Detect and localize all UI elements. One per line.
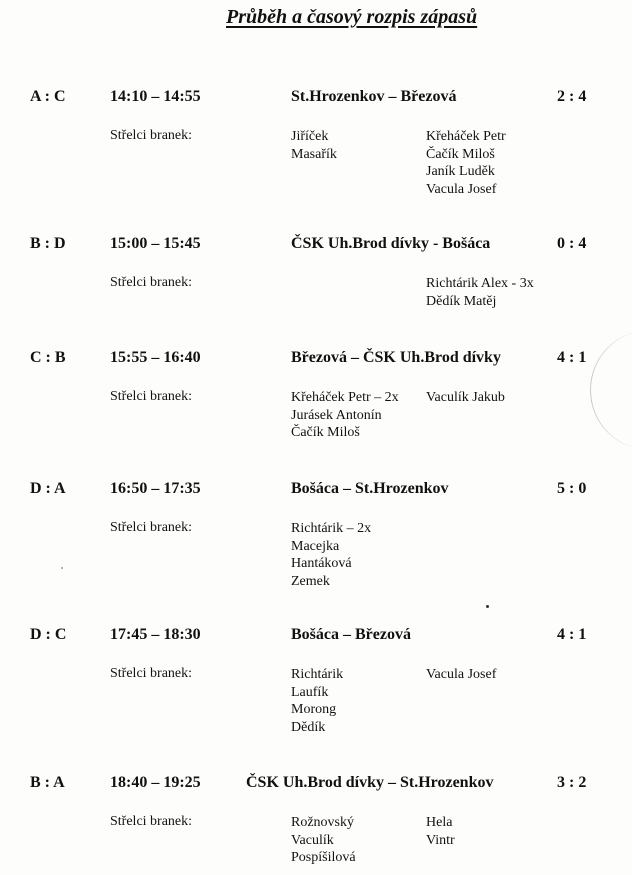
scorer: Dědík Matěj xyxy=(426,293,497,309)
scorer: Vacula Josef xyxy=(426,181,497,197)
match-score: 3 : 2 xyxy=(557,774,587,791)
scorers-home xyxy=(291,814,356,867)
match-pairing: C : B xyxy=(30,349,66,366)
scorer: Zemek xyxy=(291,573,330,589)
match-pairing: A : C xyxy=(30,88,66,105)
scorers-home xyxy=(291,666,343,736)
match-teams: Bošáca – Březová xyxy=(291,626,411,643)
scorer: Richtárik – 2x xyxy=(291,521,372,536)
scorer: Jiříček xyxy=(291,129,329,144)
scorer: Křeháček Petr – 2x xyxy=(291,390,399,405)
scorers-home xyxy=(291,520,371,590)
scan-artifact-curve xyxy=(590,330,632,450)
scorers-home xyxy=(291,389,399,442)
match-pairing: D : C xyxy=(30,626,67,643)
scorer: Janík Luděk xyxy=(426,164,495,179)
match-score: 5 : 0 xyxy=(557,480,587,497)
match-time: 17:45 – 18:30 xyxy=(110,626,201,643)
scorer: Richtárik xyxy=(291,667,344,682)
page-title: Průběh a časový rozpis zápasů xyxy=(226,6,478,28)
scorer: Dědík xyxy=(291,719,326,735)
scorer: Richtárik Alex - 3x xyxy=(426,276,534,291)
scorers-label: Střelci branek: xyxy=(110,275,193,290)
match-time: 18:40 – 19:25 xyxy=(110,774,201,791)
scorer: Morong xyxy=(291,702,337,717)
scorer: Křeháček Petr xyxy=(426,129,506,144)
scorers-label: Střelci branek: xyxy=(110,128,193,143)
scorers-away xyxy=(426,814,455,849)
scorers-away xyxy=(426,389,505,407)
scorer: Masařík xyxy=(291,146,337,162)
match-teams: ČSK Uh.Brod dívky - Bošáca xyxy=(291,235,491,252)
scorers-home xyxy=(291,128,337,163)
scorer: Vintr xyxy=(426,832,455,848)
scan-speck xyxy=(61,567,63,569)
match-pairing: D : A xyxy=(30,480,66,497)
match-score: 4 : 1 xyxy=(557,626,587,643)
scorers-label: Střelci branek: xyxy=(110,666,193,681)
match-score: 4 : 1 xyxy=(557,349,587,366)
scorer: Hantáková xyxy=(291,556,352,571)
match-pairing: B : D xyxy=(30,235,66,252)
scorer: Vaculík xyxy=(291,832,334,848)
scan-speck xyxy=(486,605,489,608)
scorer: Čačík Miloš xyxy=(291,425,360,440)
match-teams: Březová – ČSK Uh.Brod dívky xyxy=(291,349,501,366)
match-score: 0 : 4 xyxy=(557,235,587,252)
scorer: Vacula Josef xyxy=(426,667,497,682)
scorer: Pospíšilová xyxy=(291,850,356,865)
match-teams: St.Hrozenkov – Březová xyxy=(291,88,457,105)
scorer: Hela xyxy=(426,815,453,830)
scorer: Jurásek Antonín xyxy=(291,407,382,423)
scorers-label: Střelci branek: xyxy=(110,814,193,829)
scorers-label: Střelci branek: xyxy=(110,389,193,404)
scorer: Rožnovský xyxy=(291,815,354,830)
scorers-label: Střelci branek: xyxy=(110,520,193,535)
scorer: Laufík xyxy=(291,684,329,700)
match-time: 14:10 – 14:55 xyxy=(110,88,201,105)
match-time: 16:50 – 17:35 xyxy=(110,480,201,497)
scorer: Vaculík Jakub xyxy=(426,390,505,405)
match-time: 15:55 – 16:40 xyxy=(110,349,201,366)
scorers-away xyxy=(426,128,506,198)
scorers-away xyxy=(426,666,496,684)
match-score: 2 : 4 xyxy=(557,88,587,105)
scorer: Macejka xyxy=(291,538,340,554)
match-time: 15:00 – 15:45 xyxy=(110,235,201,252)
match-teams: ČSK Uh.Brod dívky – St.Hrozenkov xyxy=(246,774,494,791)
scorers-away xyxy=(426,275,534,310)
scorer: Čačík Miloš xyxy=(426,146,495,162)
match-pairing: B : A xyxy=(30,774,65,791)
match-teams: Bošáca – St.Hrozenkov xyxy=(291,480,449,497)
